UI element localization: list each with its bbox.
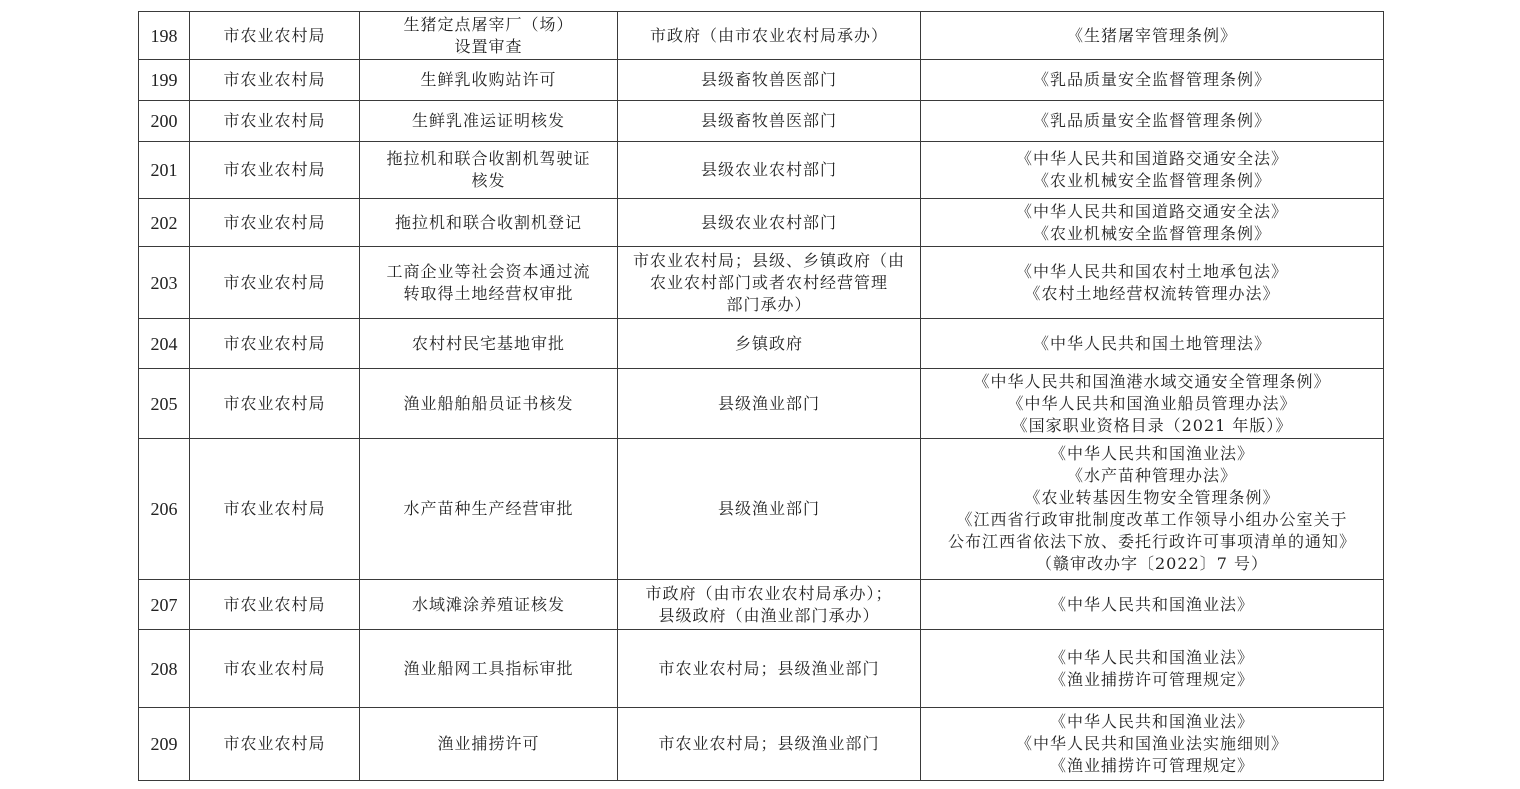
cell-legal-basis — [921, 439, 1384, 580]
cell-item-name — [360, 142, 618, 199]
cell-legal-basis — [921, 708, 1384, 781]
cell-department: 市农业农村局 — [190, 199, 360, 247]
cell-item-name-line: 水产苗种生产经营审批 — [403, 499, 574, 518]
cell-delegated-to — [618, 369, 921, 439]
cell-delegated-to-line: 县级畜牧兽医部门 — [700, 111, 837, 130]
cell-delegated-to-line: 县级农业农村部门 — [700, 160, 837, 179]
cell-legal-basis-line: 《中华人民共和国渔港水域交通安全管理条例》 — [973, 371, 1331, 391]
cell-legal-basis — [921, 60, 1384, 101]
cell-item-name-line: 渔业捕捞许可 — [437, 734, 540, 753]
cell-number: 199 — [139, 60, 190, 101]
cell-legal-basis-line: 《中华人民共和国渔业法》 — [1049, 594, 1254, 614]
cell-legal-basis-line: 《农业机械安全监督管理条例》 — [1032, 171, 1271, 190]
cell-number: 209 — [139, 708, 190, 781]
cell-delegated-to — [618, 12, 921, 60]
cell-item-name-line: 渔业船舶船员证书核发 — [403, 393, 574, 413]
cell-department: 市农业农村局 — [190, 319, 360, 369]
cell-delegated-to-line: 县级政府（由渔业部门承办） — [658, 605, 880, 625]
cell-item-name — [360, 630, 618, 708]
cell-legal-basis-line: 公布江西省依法下放、委托行政许可事项清单的通知》 — [947, 532, 1356, 551]
cell-number: 201 — [139, 142, 190, 199]
cell-department: 市农业农村局 — [190, 101, 360, 142]
cell-item-name-line: 生猪定点屠宰厂（场） — [403, 14, 574, 34]
cell-legal-basis-line: （赣审改办字〔2022〕7 号） — [1036, 554, 1268, 573]
cell-number: 206 — [139, 439, 190, 580]
cell-item-name — [360, 369, 618, 439]
cell-legal-basis-line: 《中华人民共和国渔业法》 — [1049, 712, 1254, 731]
licensing-items-table — [138, 11, 1384, 781]
cell-legal-basis-line: 《中华人民共和国渔业船员管理办法》 — [1007, 393, 1297, 413]
cell-legal-basis-line: 《国家职业资格目录（2021 年版）》 — [1011, 415, 1293, 435]
cell-legal-basis-line: 《水产苗种管理办法》 — [1066, 466, 1237, 485]
cell-item-name-line: 渔业船网工具指标审批 — [403, 658, 574, 678]
cell-legal-basis-line: 《江西省行政审批制度改革工作领导小组办公室关于 — [956, 510, 1348, 529]
cell-delegated-to — [618, 580, 921, 630]
cell-delegated-to — [618, 199, 921, 247]
cell-delegated-to-line: 乡镇政府 — [734, 333, 803, 353]
cell-number: 207 — [139, 580, 190, 630]
table-row — [139, 12, 1384, 60]
table-row — [139, 630, 1384, 708]
cell-item-name-line: 生鲜乳收购站许可 — [420, 70, 557, 89]
cell-item-name — [360, 60, 618, 101]
cell-legal-basis-line: 《中华人民共和国土地管理法》 — [1032, 333, 1271, 353]
table-row — [139, 60, 1384, 101]
cell-item-name-line: 生鲜乳准运证明核发 — [411, 111, 565, 130]
cell-legal-basis-line: 《农村土地经营权流转管理办法》 — [1024, 283, 1280, 303]
cell-number: 205 — [139, 369, 190, 439]
cell-item-name-line: 水域滩涂养殖证核发 — [411, 594, 565, 614]
cell-item-name-line: 工商企业等社会资本通过流 — [386, 261, 591, 281]
cell-legal-basis — [921, 630, 1384, 708]
cell-legal-basis-line: 《农业机械安全监督管理条例》 — [1032, 223, 1271, 243]
cell-item-name — [360, 439, 618, 580]
cell-department: 市农业农村局 — [190, 439, 360, 580]
cell-number: 202 — [139, 199, 190, 247]
cell-item-name — [360, 319, 618, 369]
cell-number: 198 — [139, 12, 190, 60]
cell-legal-basis — [921, 247, 1384, 319]
table-row — [139, 247, 1384, 319]
cell-delegated-to-line: 部门承办） — [726, 294, 812, 314]
cell-department: 市农业农村局 — [190, 12, 360, 60]
table-row — [139, 708, 1384, 781]
cell-delegated-to-line: 市农业农村局；县级渔业部门 — [658, 734, 880, 753]
table-row — [139, 101, 1384, 142]
cell-item-name — [360, 580, 618, 630]
cell-legal-basis-line: 《渔业捕捞许可管理规定》 — [1049, 756, 1254, 775]
table-row — [139, 369, 1384, 439]
cell-legal-basis — [921, 580, 1384, 630]
cell-delegated-to-line: 市政府（由市农业农村局承办）； — [645, 583, 893, 603]
cell-legal-basis-line: 《中华人民共和国道路交通安全法》 — [1015, 149, 1288, 168]
cell-delegated-to — [618, 439, 921, 580]
cell-item-name-line: 拖拉机和联合收割机驾驶证 — [386, 149, 591, 168]
cell-number: 203 — [139, 247, 190, 319]
cell-delegated-to-line: 县级渔业部门 — [717, 393, 820, 413]
cell-legal-basis — [921, 199, 1384, 247]
cell-legal-basis-line: 《中华人民共和国渔业法》 — [1049, 444, 1254, 463]
table-row — [139, 580, 1384, 630]
cell-legal-basis-line: 《中华人民共和国渔业法实施细则》 — [1015, 734, 1288, 753]
cell-legal-basis-line: 《渔业捕捞许可管理规定》 — [1049, 669, 1254, 689]
cell-item-name — [360, 247, 618, 319]
cell-delegated-to-line: 农业农村部门或者农村经营管理 — [649, 272, 888, 292]
cell-department: 市农业农村局 — [190, 142, 360, 199]
cell-item-name-line: 核发 — [471, 171, 506, 190]
cell-item-name — [360, 12, 618, 60]
cell-item-name-line: 设置审查 — [454, 36, 523, 56]
table-row — [139, 439, 1384, 580]
cell-legal-basis-line: 《中华人民共和国道路交通安全法》 — [1015, 201, 1288, 221]
cell-department: 市农业农村局 — [190, 630, 360, 708]
table-row — [139, 319, 1384, 369]
table-row — [139, 142, 1384, 199]
cell-delegated-to — [618, 319, 921, 369]
cell-legal-basis — [921, 101, 1384, 142]
cell-number: 208 — [139, 630, 190, 708]
cell-department: 市农业农村局 — [190, 708, 360, 781]
cell-item-name-line: 农村村民宅基地审批 — [411, 333, 565, 353]
cell-legal-basis — [921, 319, 1384, 369]
cell-item-name — [360, 199, 618, 247]
cell-legal-basis — [921, 369, 1384, 439]
cell-department: 市农业农村局 — [190, 369, 360, 439]
cell-legal-basis — [921, 12, 1384, 60]
cell-delegated-to — [618, 60, 921, 101]
cell-number: 200 — [139, 101, 190, 142]
cell-legal-basis — [921, 142, 1384, 199]
cell-delegated-to — [618, 142, 921, 199]
cell-delegated-to-line: 市农业农村局；县级渔业部门 — [658, 658, 880, 678]
cell-legal-basis-line: 《中华人民共和国农村土地承包法》 — [1015, 261, 1288, 281]
cell-department: 市农业农村局 — [190, 60, 360, 101]
cell-delegated-to — [618, 630, 921, 708]
cell-delegated-to-line: 市政府（由市农业农村局承办） — [649, 25, 888, 45]
cell-legal-basis-line: 《中华人民共和国渔业法》 — [1049, 647, 1254, 667]
table-body — [139, 12, 1384, 781]
cell-number: 204 — [139, 319, 190, 369]
cell-department: 市农业农村局 — [190, 580, 360, 630]
cell-delegated-to — [618, 708, 921, 781]
cell-delegated-to-line: 县级畜牧兽医部门 — [700, 70, 837, 89]
cell-delegated-to-line: 市农业农村局；县级、乡镇政府（由 — [632, 250, 905, 270]
table-row — [139, 199, 1384, 247]
cell-item-name — [360, 708, 618, 781]
cell-delegated-to — [618, 247, 921, 319]
cell-item-name-line: 拖拉机和联合收割机登记 — [394, 212, 582, 232]
cell-delegated-to-line: 县级渔业部门 — [717, 499, 820, 518]
cell-department: 市农业农村局 — [190, 247, 360, 319]
cell-legal-basis-line: 《乳品质量安全监督管理条例》 — [1032, 111, 1271, 130]
cell-item-name-line: 转取得土地经营权审批 — [403, 283, 574, 303]
cell-legal-basis-line: 《农业转基因生物安全管理条例》 — [1024, 488, 1280, 507]
cell-legal-basis-line: 《生猪屠宰管理条例》 — [1066, 25, 1237, 45]
cell-delegated-to — [618, 101, 921, 142]
cell-item-name — [360, 101, 618, 142]
cell-legal-basis-line: 《乳品质量安全监督管理条例》 — [1032, 70, 1271, 89]
cell-delegated-to-line: 县级农业农村部门 — [700, 212, 837, 232]
